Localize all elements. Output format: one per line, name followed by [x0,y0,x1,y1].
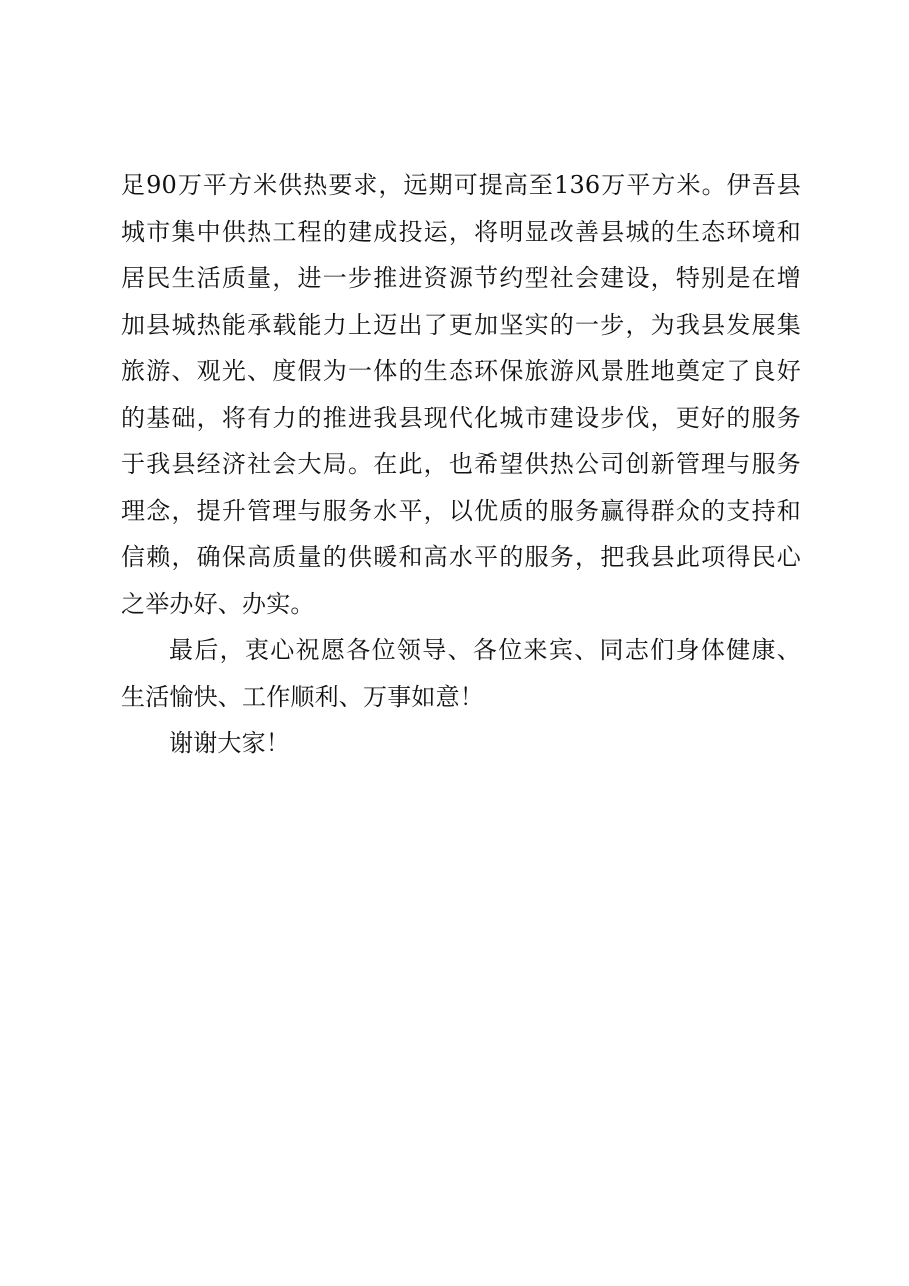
text-line: 居民生活质量，进一步推进资源节约型社会建设，特别是在增 [121,264,801,292]
text-line: 城市集中供热工程的建成投运，将明显改善县城的生态环境和 [121,217,801,246]
text-line: 的基础，将有力的推进我县现代化城市建设步伐，更好的服务 [121,403,801,432]
paragraph-thanks [121,720,801,767]
document-body [121,162,801,767]
text-line: 足90万平方米供热要求，远期可提高至136万平方米。伊吾县 [121,171,801,199]
paragraph-closing-wishes [121,627,801,720]
text-line: 之举办好、办实。 [121,589,315,618]
text-line: 生活愉快、工作顺利、万事如意！ [121,682,484,711]
text-line: 信赖，确保高质量的供暖和高水平的服务，把我县此项得民心 [121,543,801,571]
text-line: 理念，提升管理与服务水平，以优质的服务赢得群众的支持和 [121,496,801,525]
text-line: 旅游、观光、度假为一体的生态环保旅游风景胜地奠定了良好 [121,357,801,385]
text-line: 最后，衷心祝愿各位领导、各位来宾、同志们身体健康、 [169,636,801,664]
text-line: 谢谢大家！ [169,729,290,757]
text-line: 于我县经济社会大局。在此，也希望供热公司创新管理与服务 [121,450,801,478]
paragraph-heating-project [121,162,801,627]
text-line: 加县城热能承载能力上迈出了更加坚实的一步，为我县发展集 [121,310,801,339]
